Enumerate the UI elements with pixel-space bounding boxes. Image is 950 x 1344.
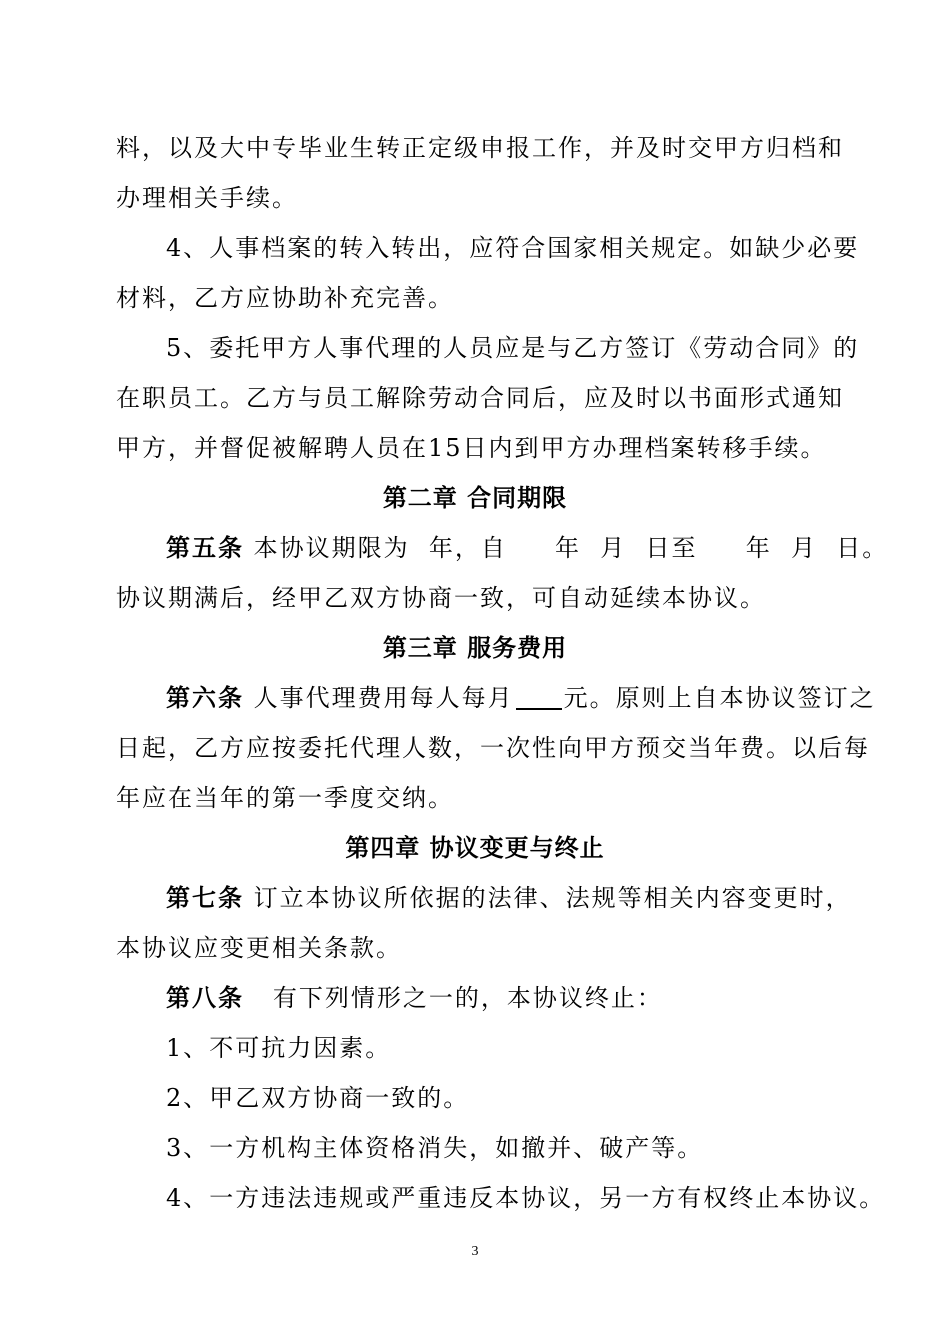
list-item: 3、一方机构主体资格消失，如撤并、破产等。	[166, 1134, 704, 1162]
article-text: 本协议期限为 年，自 年 月 日至 年 月 日。	[244, 534, 889, 562]
text-line: 材料，乙方应协助补充完善。	[116, 284, 454, 312]
list-item: 4、一方违法违规或严重违反本协议，另一方有权终止本协议。	[166, 1184, 886, 1212]
text-line: 日起，乙方应按委托代理人数，一次性向甲方预交当年费。以后每	[116, 734, 870, 762]
text-line: 协议期满后，经甲乙双方协商一致，可自动延续本协议。	[116, 584, 766, 612]
text-line: 本协议应变更相关条款。	[116, 934, 402, 962]
text-line: 年应在当年的第一季度交纳。	[116, 784, 454, 812]
list-item: 2、甲乙双方协商一致的。	[166, 1084, 470, 1112]
article-text: 元。原则上自本协议签订之	[563, 684, 876, 712]
chapter-heading: 第四章 协议变更与终止	[345, 833, 605, 862]
article-7	[166, 881, 886, 915]
article-text: 人事代理费用每人每月	[244, 684, 514, 712]
article-text: 订立本协议所依据的法律、法规等相关内容变更时，	[244, 884, 852, 912]
fee-blank	[516, 684, 562, 710]
article-label: 第七条	[166, 883, 244, 912]
article-8	[166, 981, 886, 1015]
page-number: 3	[471, 1244, 479, 1259]
article-text: 有下列情形之一的，本协议终止：	[244, 984, 663, 1012]
text-line: 办理相关手续。	[116, 184, 298, 212]
article-6	[166, 681, 886, 715]
chapter-heading: 第二章 合同期限	[382, 483, 568, 512]
text-line: 4、人事档案的转入转出，应符合国家相关规定。如缺少必要	[166, 234, 860, 262]
article-5	[166, 531, 889, 565]
article-label: 第五条	[166, 533, 244, 562]
article-label: 第六条	[166, 683, 244, 712]
list-item: 1、不可抗力因素。	[166, 1034, 392, 1062]
text-line: 甲方，并督促被解聘人员在15日内到甲方办理档案转移手续。	[116, 434, 827, 462]
text-line: 在职员工。乙方与员工解除劳动合同后，应及时以书面形式通知	[116, 384, 844, 412]
text-line: 料，以及大中专毕业生转正定级申报工作，并及时交甲方归档和	[116, 134, 844, 162]
text-line: 5、委托甲方人事代理的人员应是与乙方签订《劳动合同》的	[166, 334, 860, 362]
article-label: 第八条	[166, 983, 244, 1012]
chapter-heading: 第三章 服务费用	[382, 633, 568, 662]
